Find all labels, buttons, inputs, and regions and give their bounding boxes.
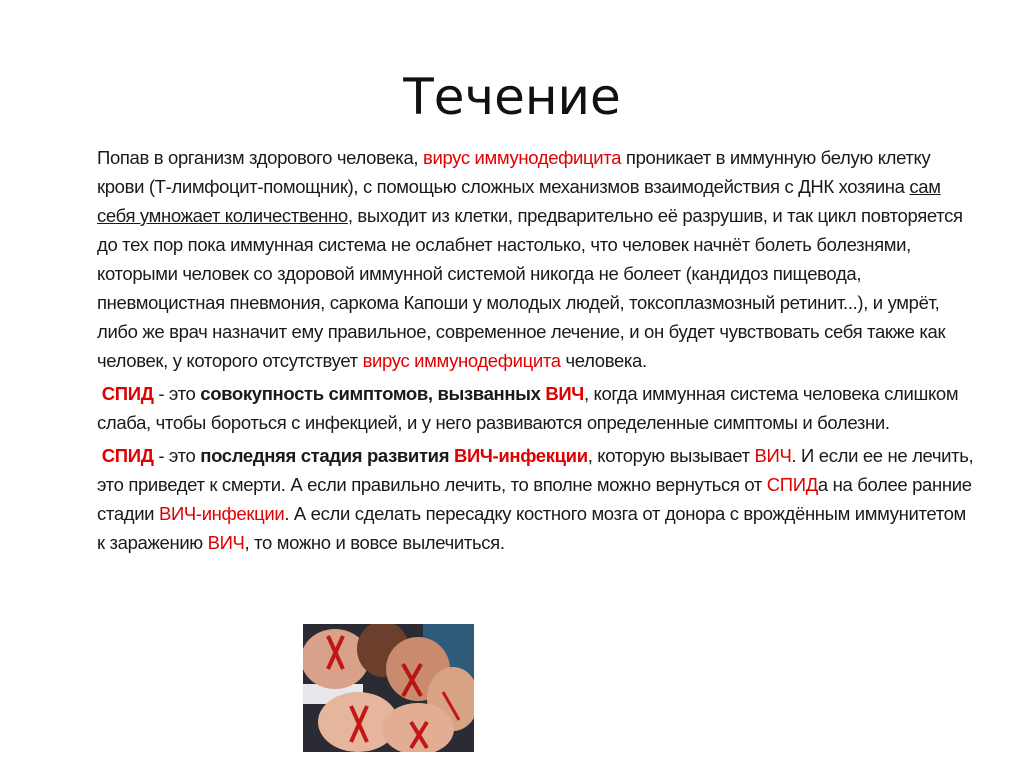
paragraph-aids-stage [97, 441, 977, 557]
hands-red-ribbons-image [303, 624, 474, 752]
underlined-text: сам себя умножает количественно [97, 176, 941, 226]
term-hiv-infection: ВИЧ-инфекции [453, 445, 588, 466]
text-span: , когда иммунная система человека слишком слаба, чтобы бороться с инфекцией, и у него развиваются определенные симптомы и болезни. [97, 383, 959, 433]
text-span: , то можно и вовсе вылечиться. [244, 532, 505, 553]
text-span: а на более ранние стадии [97, 474, 972, 524]
highlight-virus: вирус иммунодефицита [362, 350, 561, 371]
text-span: , выходит из клетки, предварительно её разрушив, и так цикл повторяется до тех пор пока иммунная система не ослабнет настолько, что человек начнёт болеть болезнями, которыми человек со здоровой иммунной системой никогда не болеет (кандидоз пищевода, пневмоцистная пневмония, саркома Капоши у молодых людей, токсоплазмозный ретинит...), и умрёт, либо же врач назначит ему правильное, современное лечение, и он будет чувствовать себя также как человек, у которого отсутствует [97, 205, 963, 371]
highlight-virus: вирус иммунодефицита [422, 147, 622, 168]
text-span: человека. [560, 350, 647, 371]
term-hiv-infection: ВИЧ-инфекции [158, 503, 285, 524]
text-span: Попав в организм здорового человека, [97, 147, 423, 168]
paragraph-course [97, 143, 977, 375]
term-aids: СПИД [766, 474, 818, 495]
term-aids: СПИД [101, 383, 154, 404]
text-span: - это [153, 383, 201, 404]
term-hiv: ВИЧ [207, 532, 245, 553]
text-span: - это [153, 445, 201, 466]
bold-text: совокупность симптомов, вызванных [200, 383, 546, 404]
paragraph-aids-definition [97, 379, 977, 437]
text-span: . И если ее не лечить, это приведет к смерти. А если правильно лечить, то вполне можно вернуться от [97, 445, 974, 495]
text-span: , которую вызывает [587, 445, 755, 466]
term-hiv: ВИЧ [545, 383, 584, 404]
text-span: проникает в иммунную белую клетку крови (Т-лимфоцит-помощник), с помощью сложных механизмов взаимодействия с ДНК хозяина [97, 147, 931, 197]
slide-title: Течение [403, 68, 621, 126]
photo-illustration [303, 624, 474, 752]
term-aids: СПИД [101, 445, 154, 466]
text-span: . А если сделать пересадку костного мозга от донора с врождённым иммунитетом к заражению [97, 503, 966, 553]
slide-body [97, 143, 977, 561]
term-hiv: ВИЧ [754, 445, 792, 466]
bold-text: последняя стадия развития [200, 445, 454, 466]
